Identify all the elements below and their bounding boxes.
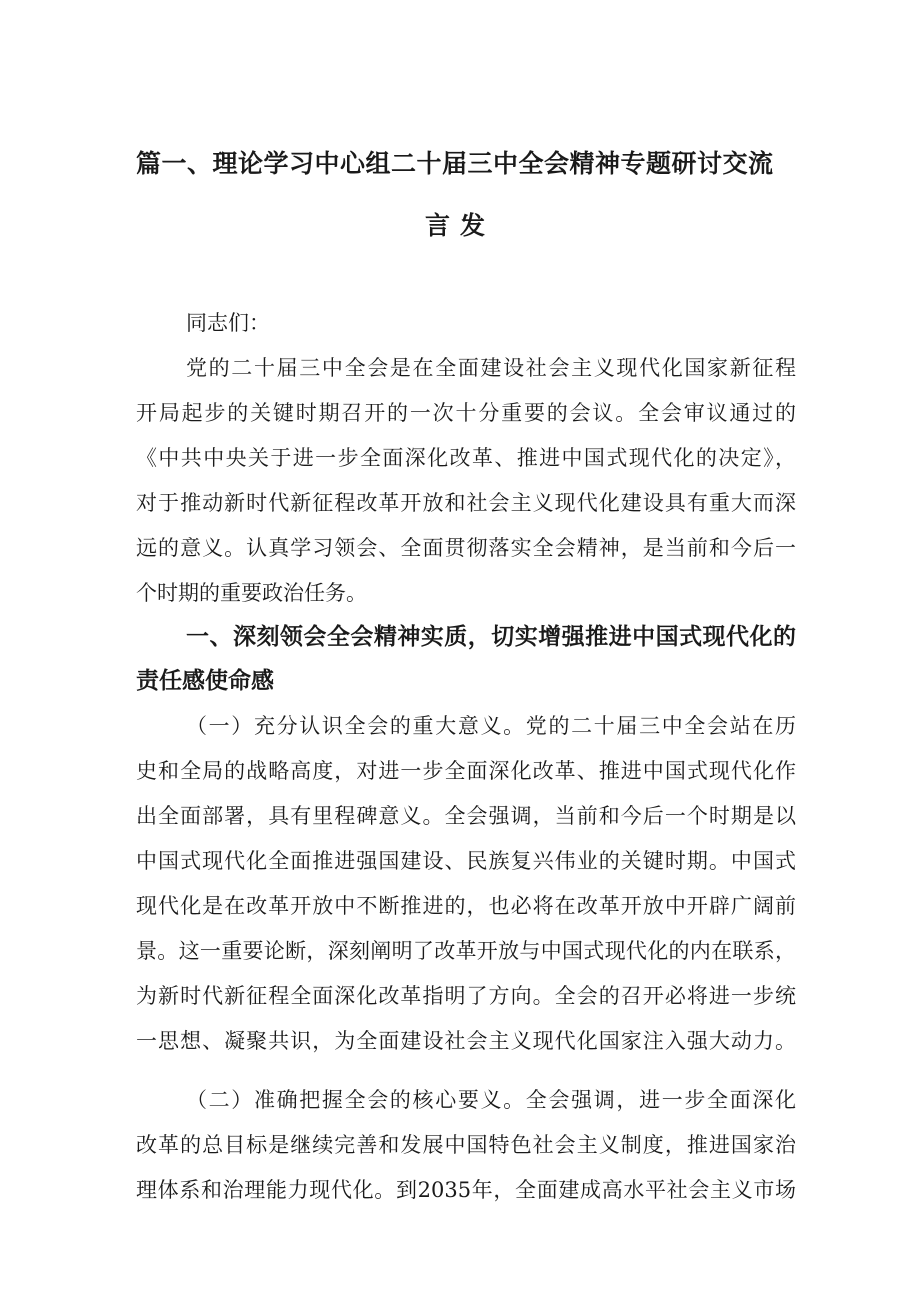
intro-line: 《中共中央关于进一步全面深化改革、推进中国式现代化的决定》，: [136, 446, 796, 470]
section-heading-line: 一、深刻领会全会精神实质，切实增强推进中国式现代化的: [186, 624, 796, 650]
section1-line: （一）充分认识全会的重大意义。党的二十届三中全会站在历: [186, 714, 796, 738]
section1-line: 为新时代新征程全面深化改革指明了方向。全会的召开必将进一步统: [136, 984, 796, 1008]
intro-line: 个时期的重要政治任务。: [136, 581, 367, 605]
intro-line: 远的意义。认真学习领会、全面贯彻落实全会精神，是当前和今后一: [136, 536, 796, 560]
document-title-line-1: 篇一、理论学习中心组二十届三中全会精神专题研讨交流: [136, 149, 774, 178]
document-title-line-2: [0, 210, 920, 242]
section-heading-line: 责任感使命感: [136, 668, 274, 694]
intro-line: 党的二十届三中全会是在全面建设社会主义现代化国家新征程: [186, 356, 796, 380]
section2-line: 改革的总目标是继续完善和发展中国特色社会主义制度，推进国家治: [136, 1133, 796, 1157]
salutation: 同志们：: [186, 311, 270, 335]
intro-line: 开局起步的关键时期召开的一次十分重要的会议。全会审议通过的: [136, 401, 796, 425]
section2-line: （二）准确把握全会的核心要义。全会强调，进一步全面深化: [186, 1088, 796, 1112]
section2-line: 理体系和治理能力现代化。到2035年，全面建成高水平社会主义市场: [136, 1178, 796, 1202]
section1-line: 景。这一重要论断，深刻阐明了改革开放与中国式现代化的内在联系，: [136, 939, 796, 963]
section1-line: 现代化是在改革开放中不断推进的，也必将在改革开放中开辟广阔前: [136, 894, 796, 918]
section1-line: 出全面部署，具有里程碑意义。全会强调，当前和今后一个时期是以: [136, 804, 796, 828]
intro-line: 对于推动新时代新征程改革开放和社会主义现代化建设具有重大而深: [136, 491, 796, 515]
section1-line: 中国式现代化全面推进强国建设、民族复兴伟业的关键时期。中国式: [136, 849, 796, 873]
section1-line: 一思想、凝聚共识，为全面建设社会主义现代化国家注入强大动力。: [136, 1029, 796, 1053]
section1-line: 史和全局的战略高度，对进一步全面深化改革、推进中国式现代化作: [136, 759, 796, 783]
